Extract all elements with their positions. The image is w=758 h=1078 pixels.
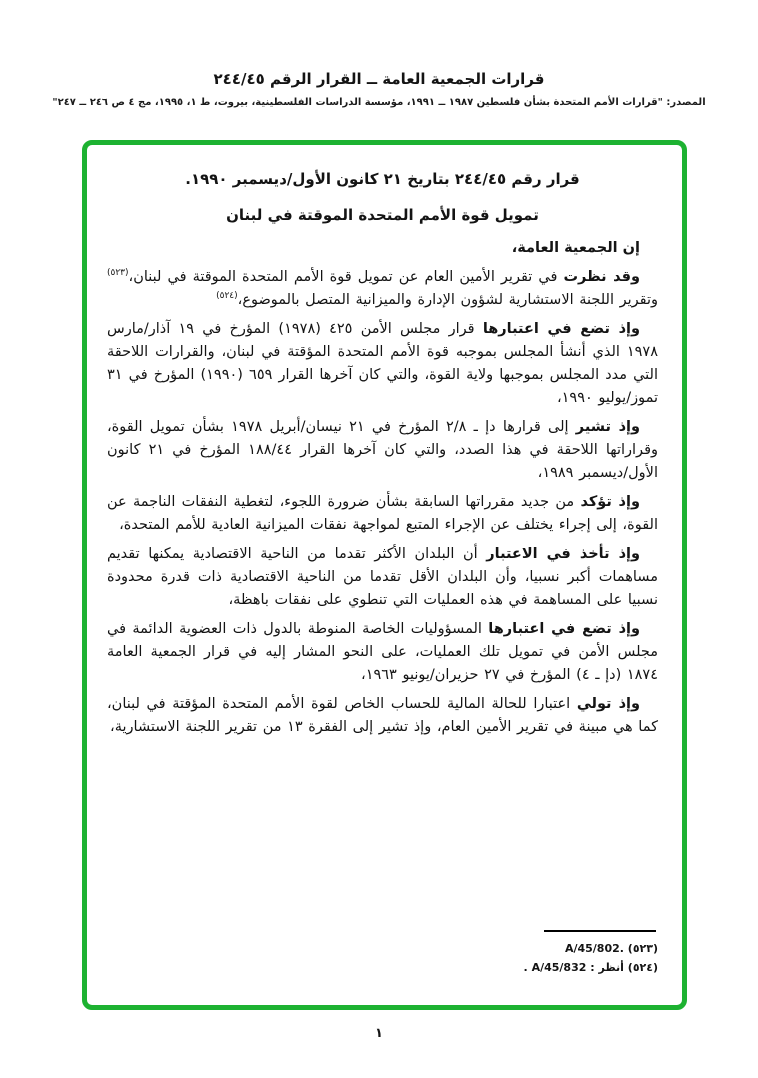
resolution-paragraph <box>107 318 658 410</box>
footnote-line <box>398 939 658 958</box>
resolution-paragraph <box>107 416 658 485</box>
paragraph-lead: وقد نظرت <box>563 269 640 285</box>
resolution-opening-line: إن الجمعية العامة، <box>511 240 640 256</box>
paragraph-lead: وإذ تضع في اعتبارها <box>488 621 640 637</box>
footnote-marker: (٥٢٤) <box>216 291 238 302</box>
paragraph-lead: وإذ تولي <box>576 696 640 712</box>
footnote-number: (٥٢٤) <box>627 961 658 974</box>
paragraph-lead: وإذ تأخذ في الاعتبار <box>486 546 640 562</box>
footnote-pre-text: أنظر : <box>590 961 624 974</box>
footnote-post-text: . <box>523 961 528 974</box>
paragraph-lead: وإذ تؤكد <box>580 494 640 510</box>
paragraph-text: قرار مجلس الأمن ٤٢٥ (١٩٧٨) المؤرخ في ١٩ آذار/مارس ١٩٧٨ الذي أنشأ المجلس بموجبه قوة الأمم المتحدة المؤقتة في لبنان، والقرارات اللاحقة التي مدد المجلس بموجبها ولاية القوة، والتي كان آخرها القرار ٦٥٩ (١٩٩٠) المؤرخ في ٣١ تموز/يوليو ١٩٩٠، <box>107 321 658 406</box>
paragraph-text: في تقرير الأمين العام عن تمويل قوة الأمم المتحدة الموقتة في لبنان، <box>128 269 564 285</box>
resolution-paragraph <box>107 266 658 312</box>
resolution-border-box <box>82 140 687 1010</box>
page-number: ١ <box>375 1026 383 1041</box>
paragraph-text: من جديد مقرراتها السابقة بشأن ضرورة اللجوء، لتغطية النفقات الناجمة عن القوة، إلى إجراء يختلف عن الإجراء المتبع لمواجهة نفقات الميزانية العادية للأمم المتحدة، <box>107 494 658 533</box>
footnote-document-symbol: A/45/802. <box>564 942 624 955</box>
footnote-marker: (٥٢٣) <box>107 268 129 279</box>
resolution-paragraph <box>107 491 658 537</box>
paragraph-text: وتقرير اللجنة الاستشارية لشؤون الإدارة والميزانية المتصل بالموضوع، <box>237 292 658 308</box>
source-citation-line: المصدر: "قرارات الأمم المتحدة بشأن فلسطين ١٩٨٧ ــ ١٩٩١، مؤسسة الدراسات الفلسطينية، بيروت، ط ١، ١٩٩٥، مج ٤ ص ٢٤٦ ــ ٢٤٧" <box>52 97 706 108</box>
page-header-title: قرارات الجمعية العامة ــ القرار الرقم ٢٤٤/٤٥ <box>213 70 545 88</box>
resolution-paragraph <box>107 543 658 612</box>
footnote-separator-rule <box>544 930 656 932</box>
paragraph-text: إلى قرارها دإ ـ ٢/٨ المؤرخ في ٢١ نيسان/أبريل ١٩٧٨ بشأن تمويل القوة، وقراراتها اللاحقة في هذا الصدد، والتي كان آخرها القرار ١٨٨/٤٤ المؤرخ في ٢١ كانون الأول/ديسمبر ١٩٨٩، <box>107 419 658 481</box>
footnote-document-symbol: A/45/832 <box>531 961 587 974</box>
resolution-paragraph <box>107 618 658 687</box>
paragraph-text: اعتبارا للحالة المالية للحساب الخاص لقوة الأمم المتحدة المؤقتة في لبنان، كما هي مبينة في تقرير الأمين العام، وإذ تشير إلى الفقرة ١٣ من تقرير اللجنة الاستشارية، <box>107 696 658 735</box>
footnote-number: (٥٢٣) <box>627 942 658 955</box>
paragraph-lead: وإذ تشير <box>575 419 641 435</box>
paragraph-text: أن البلدان الأكثر تقدما من الناحية الاقتصادية يمكنها تقديم مساهمات أكبر نسبيا، وأن البلدان الأقل تقدما من الناحية الاقتصادية ذات قدرة محدودة نسبيا على المساهمة في هذه العمليات التي تنطوي على نفقات باهظة، <box>107 546 658 608</box>
footnotes-block <box>398 930 658 977</box>
paragraph-text: المسؤوليات الخاصة المنوطة بالدول ذات العضوية الدائمة في مجلس الأمن في تمويل تلك العمليات، على النحو المشار إليه في قرار الجمعية العامة ١٨٧٤ (دإ ـ ٤) المؤرخ في ٢٧ حزيران/يونيو ١٩٦٣، <box>107 621 658 683</box>
resolution-paragraph <box>107 693 658 739</box>
page-header <box>0 70 758 108</box>
paragraph-lead: وإذ تضع في اعتبارها <box>482 321 640 337</box>
footnote-line <box>398 958 658 977</box>
resolution-title: قرار رقم ٢٤٤/٤٥ بتاريخ ٢١ كانون الأول/ديسمبر ١٩٩٠. <box>185 170 580 188</box>
resolution-subtitle: تمويل قوة الأمم المتحدة الموقتة في لبنان <box>226 206 539 224</box>
